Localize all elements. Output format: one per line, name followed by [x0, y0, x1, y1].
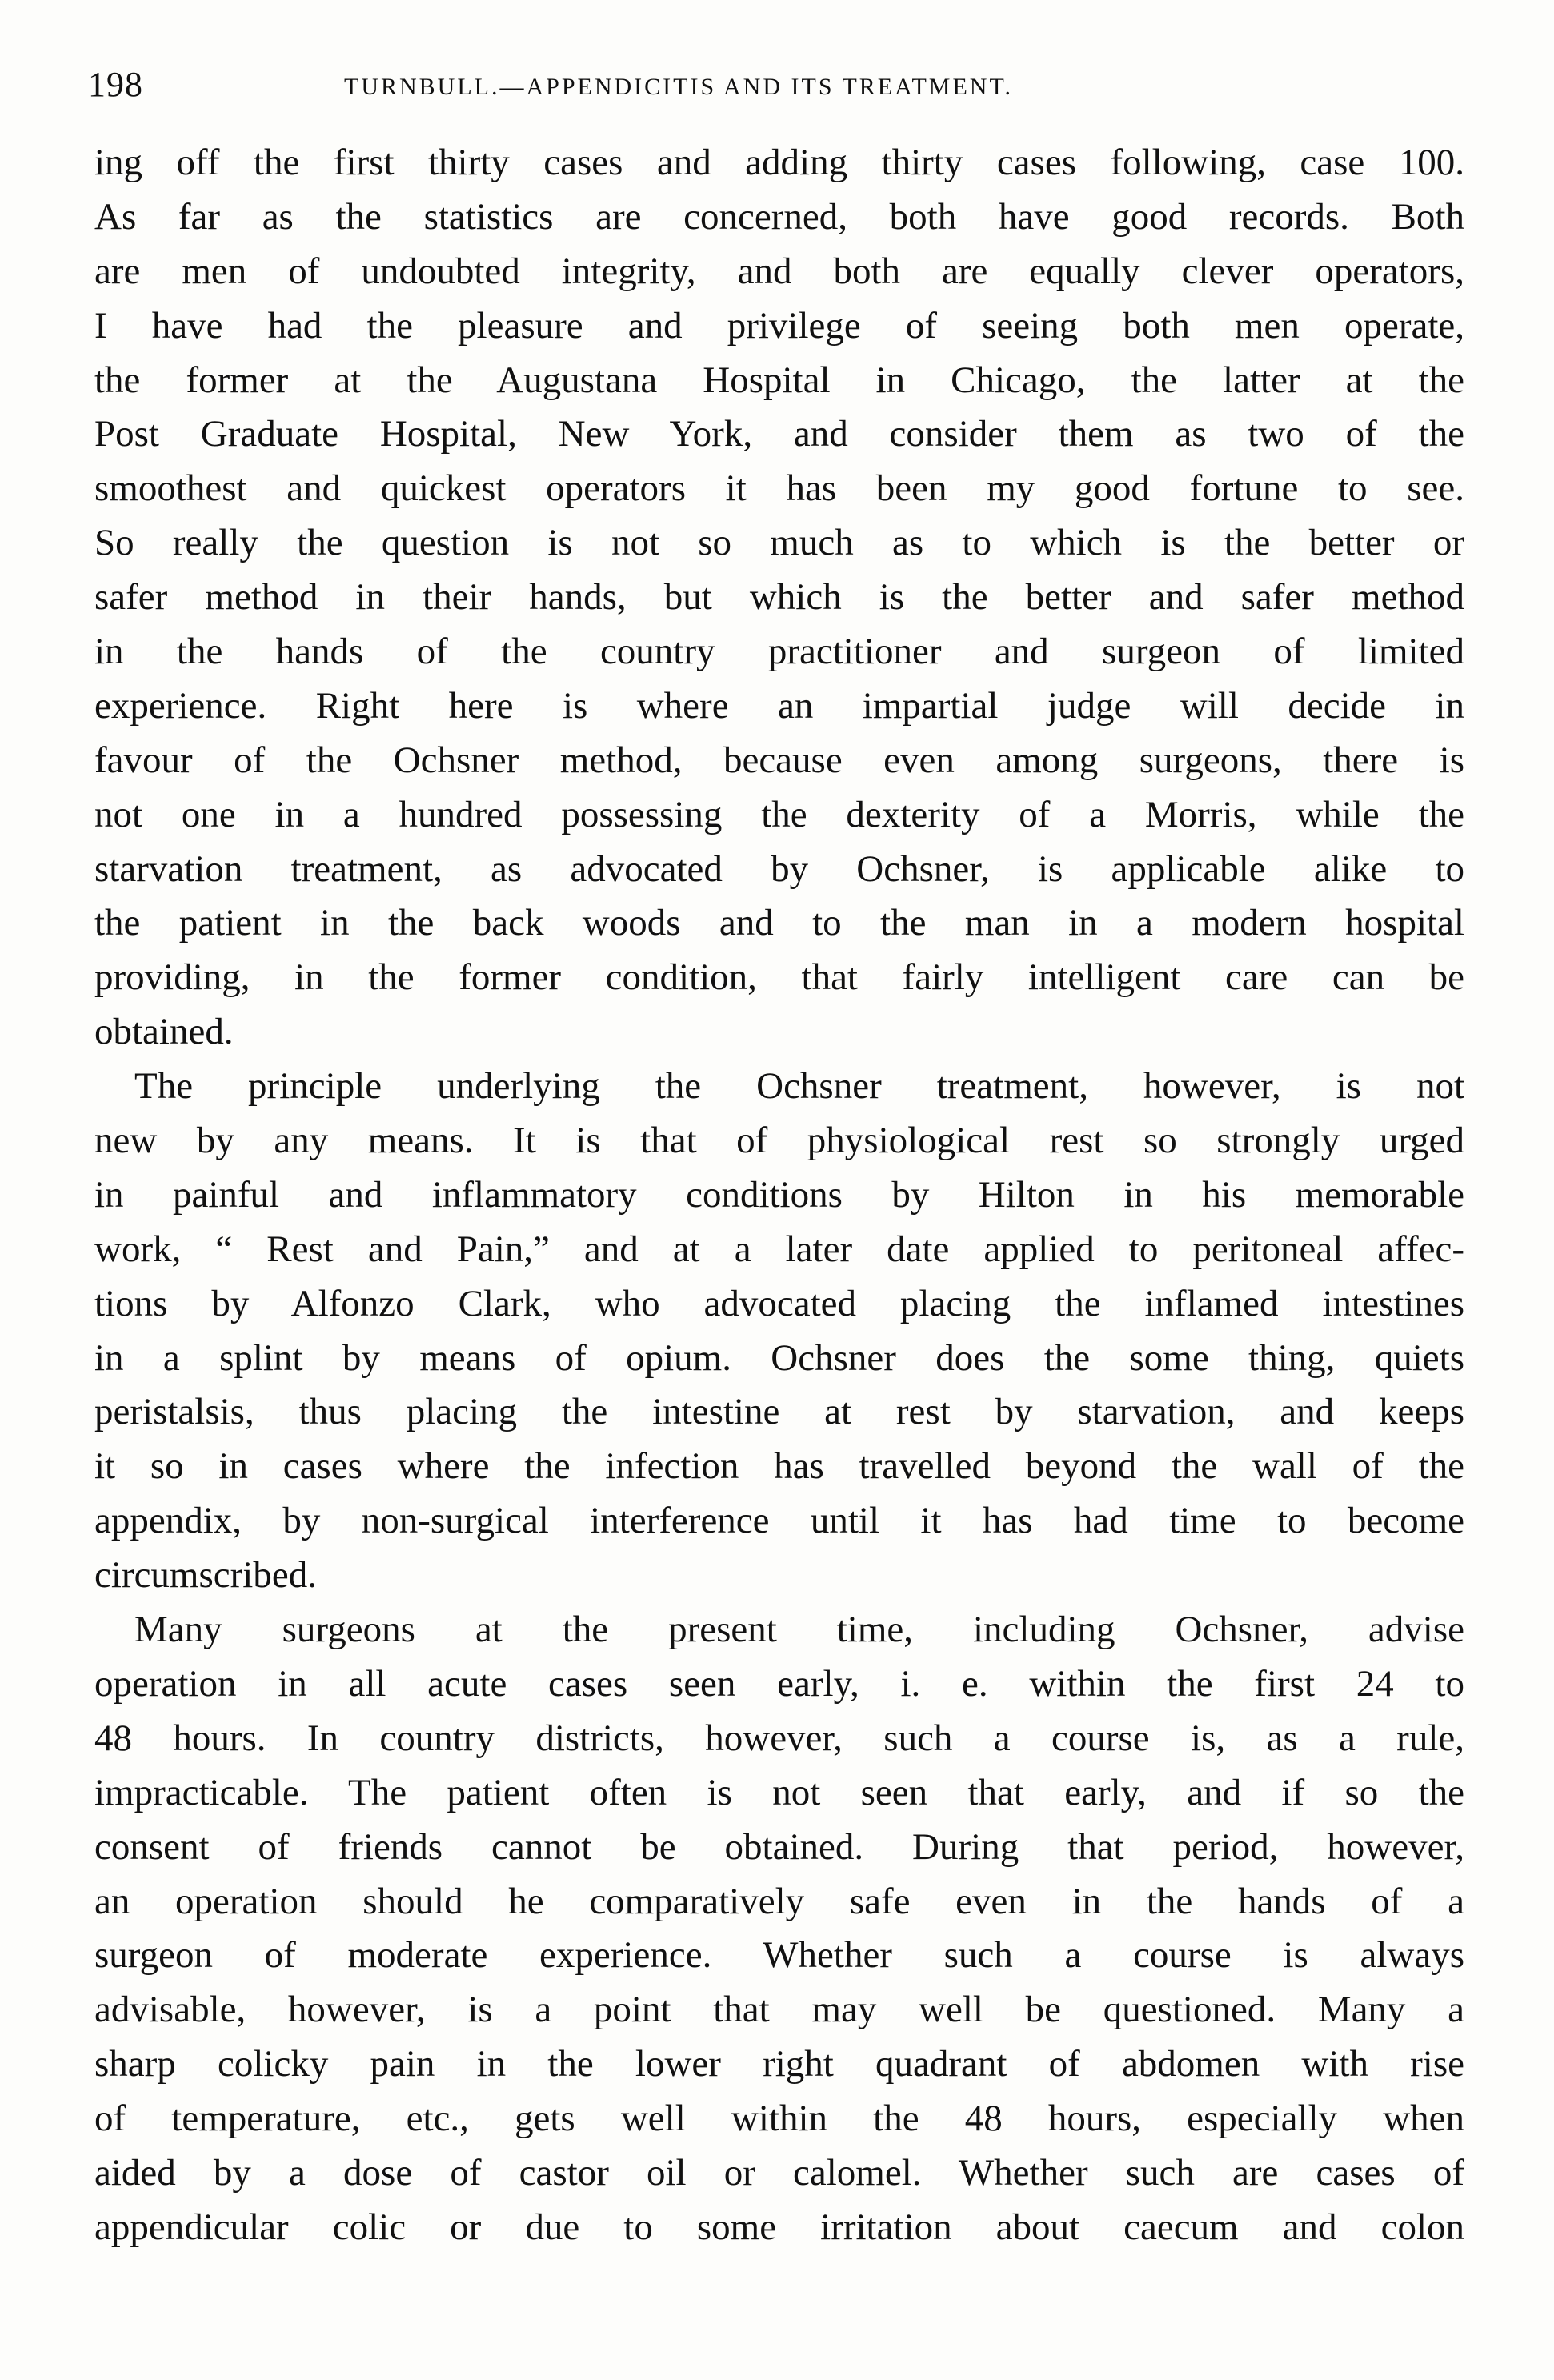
text-line: circumscribed. — [94, 1554, 317, 1597]
text-line: in the hands of the country practitioner and surgeon of limited — [94, 631, 1464, 673]
text-line: smoothest and quickest operators it has been my good fortune to see. — [94, 467, 1464, 510]
text-line: operation in all acute cases seen early, i. e. within the first 24 to — [94, 1662, 1464, 1705]
page-header — [88, 64, 1464, 112]
text-line: not one in a hundred possessing the dexterity of a Morris, while the — [94, 793, 1464, 835]
text-line: an operation should he comparatively safe even in the hands of a — [94, 1880, 1464, 1922]
text-line: surgeon of moderate experience. Whether such a course is always — [94, 1934, 1464, 1977]
text-line: 48 hours. In country districts, however, such a course is, as a rule, — [94, 1717, 1464, 1759]
text-line: As far as the statistics are concerned, both have good records. Both — [94, 195, 1464, 238]
text-line: the patient in the back woods and to the man in a modern hospital — [94, 902, 1464, 944]
text-line: advisable, however, is a point that may well be questioned. Many a — [94, 1989, 1464, 2031]
text-line: starvation treatment, as advocated by Ochsner, is applicable alike to — [94, 847, 1464, 890]
text-line: the former at the Augustana Hospital in Chicago, the latter at the — [94, 359, 1464, 401]
text-line: So really the question is not so much as to which is the better or — [94, 522, 1464, 564]
page-number: 198 — [88, 65, 143, 104]
text-line: Post Graduate Hospital, New York, and consider them as two of the — [94, 413, 1464, 455]
text-line: appendix, by non-surgical interference until it has had time to become — [94, 1500, 1464, 1542]
text-line: appendicular colic or due to some irritation about caecum and colon — [94, 2206, 1464, 2248]
text-line: consent of friends cannot be obtained. During that period, however, — [94, 1825, 1464, 1868]
text-line: ing off the first thirty cases and adding thirty cases following, case 100. — [94, 142, 1464, 183]
text-line: safer method in their hands, but which is the better and safer method — [94, 576, 1464, 619]
text-line: in a splint by means of opium. Ochsner does the some thing, quiets — [94, 1336, 1464, 1379]
text-line: in painful and inflammatory conditions by Hilton in his memorable — [94, 1173, 1464, 1216]
running-head: TURNBULL.—APPENDICITIS AND ITS TREATMENT. — [344, 74, 1014, 100]
text-line: of temperature, etc., gets well within the 48 hours, especially when — [94, 2098, 1464, 2140]
text-line: tions by Alfonzo Clark, who advocated placing the inflamed intestines — [94, 1282, 1464, 1324]
text-line: it so in cases where the infection has travelled beyond the wall of the — [94, 1445, 1464, 1488]
text-line: favour of the Ochsner method, because even among surgeons, there is — [94, 739, 1464, 781]
text-line: The principle underlying the Ochsner treatment, however, is not — [134, 1065, 1464, 1108]
text-line: sharp colicky pain in the lower right quadrant of abdomen with rise — [94, 2043, 1464, 2086]
text-line: aided by a dose of castor oil or calomel. Whether such are cases of — [94, 2151, 1464, 2194]
text-line: I have had the pleasure and privilege of seeing both men operate, — [94, 304, 1464, 347]
text-line: work, “ Rest and Pain,” and at a later date applied to peritoneal affec- — [94, 1228, 1464, 1270]
text-line: impracticable. The patient often is not seen that early, and if so the — [94, 1771, 1464, 1813]
text-line: are men of undoubted integrity, and both are equally clever operators, — [94, 250, 1464, 292]
text-line: obtained. — [94, 1011, 234, 1053]
text-line: experience. Right here is where an impartial judge will decide in — [94, 684, 1464, 727]
body-text — [94, 136, 1464, 2255]
text-line: new by any means. It is that of physiological rest so strongly urged — [94, 1120, 1464, 1162]
text-line: providing, in the former condition, that fairly intelligent care can be — [94, 956, 1464, 999]
text-line: peristalsis, thus placing the intestine at rest by starvation, and keeps — [94, 1391, 1464, 1433]
text-line: Many surgeons at the present time, including Ochsner, advise — [134, 1609, 1464, 1651]
